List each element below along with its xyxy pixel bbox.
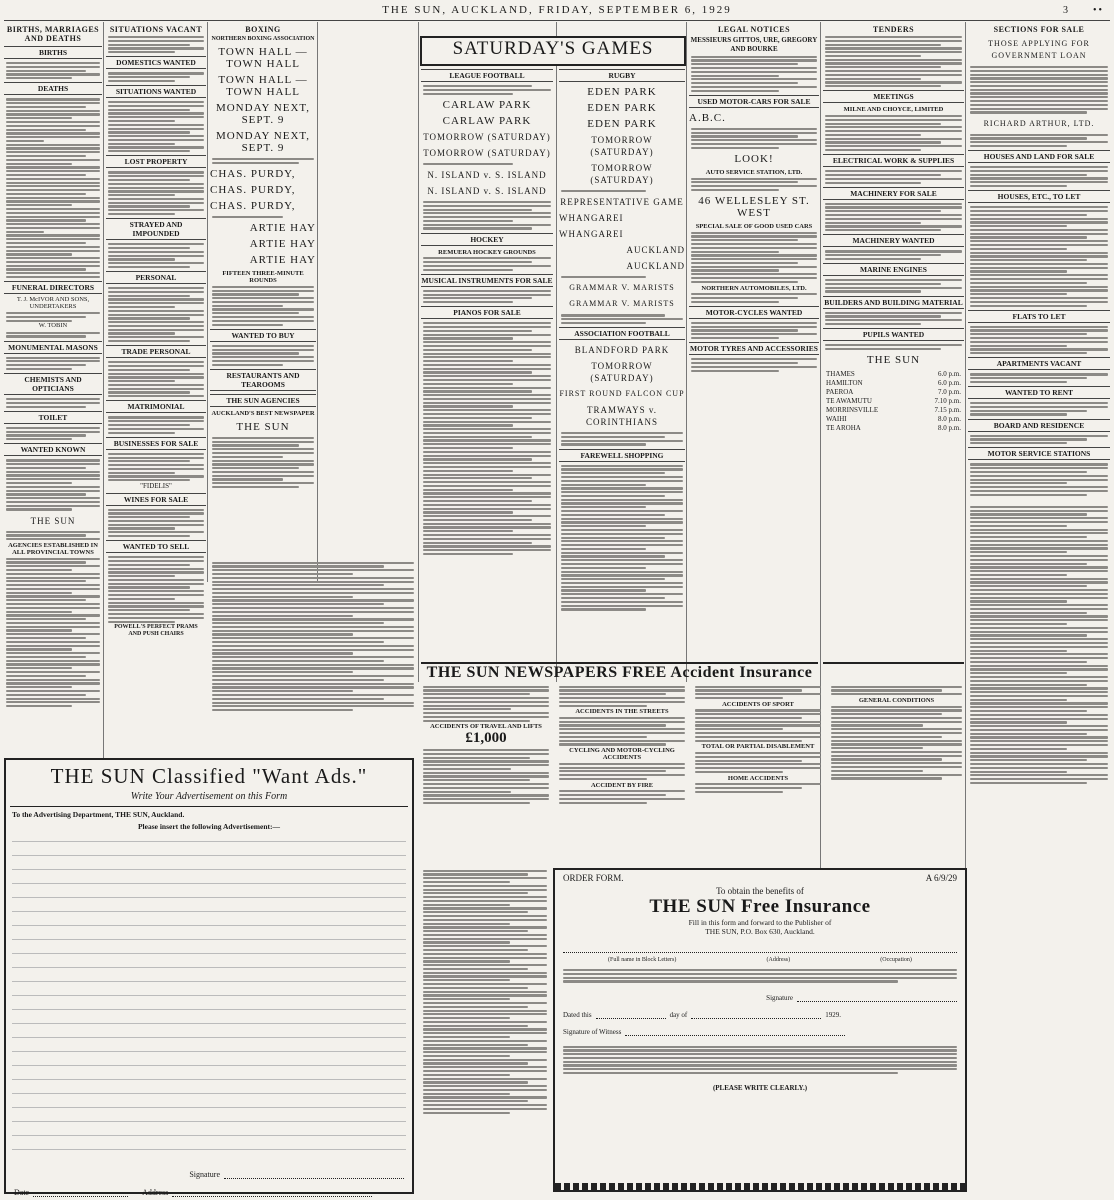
masthead-title: THE SUN, AUCKLAND, FRIDAY, SEPTEMBER 6, 1929 bbox=[382, 4, 732, 16]
sun-agencies-heading: THE SUN AGENCIES bbox=[210, 394, 316, 407]
name-field[interactable] bbox=[563, 942, 957, 953]
wines-heading: WINES FOR SALE bbox=[106, 493, 206, 506]
pianos-heading: PIANOS FOR SALE bbox=[421, 306, 553, 319]
town-row bbox=[826, 370, 961, 378]
insurance-header bbox=[421, 662, 818, 682]
column-births-deaths bbox=[4, 22, 102, 782]
wanted-known-heading: WANTED KNOWN bbox=[4, 443, 102, 456]
order-title: THE SUN Free Insurance bbox=[649, 896, 871, 917]
restaurants-heading: RESTAURANTS AND TEAROOMS bbox=[210, 369, 316, 391]
insurance-header-ext bbox=[823, 662, 964, 682]
town-time: 7.10 p.m. bbox=[934, 397, 961, 406]
marine-engines-heading: MARINE ENGINES bbox=[823, 263, 964, 276]
tomorrow-1: TOMORROW (SATURDAY) bbox=[423, 131, 551, 142]
motorcycles-wanted-heading: MOTOR-CYCLES WANTED bbox=[689, 306, 819, 319]
town-name: MORRINSVILLE bbox=[826, 406, 879, 415]
funeral-directors-heading: FUNERAL DIRECTORS bbox=[4, 281, 102, 294]
falcon-cup: FIRST ROUND FALCON CUP bbox=[559, 389, 685, 399]
monday-next-text: MONDAY NEXT, SEPT. 9 bbox=[215, 102, 311, 126]
column-boxing bbox=[210, 22, 316, 582]
the-sun-logo-1: THE SUN bbox=[30, 515, 76, 526]
town-name: TE AROHA bbox=[826, 424, 861, 433]
special-sale: SPECIAL SALE OF GOOD USED CARS bbox=[695, 223, 813, 231]
island-match-2: N. ISLAND v. S. ISLAND bbox=[427, 185, 547, 196]
column-rule bbox=[556, 22, 557, 682]
order-fill: Fill in this form and forward to the Publisher of bbox=[688, 918, 832, 927]
machinery-sale-heading: MACHINERY FOR SALE bbox=[823, 187, 964, 200]
lost-property-heading: LOST PROPERTY bbox=[106, 155, 206, 168]
agency-listing bbox=[210, 560, 416, 760]
masthead-rule bbox=[4, 20, 1110, 21]
signature-label: Signature bbox=[189, 1170, 220, 1179]
address-field[interactable] bbox=[172, 1187, 372, 1197]
grammar-marists-2: GRAMMAR V. MARISTS bbox=[569, 299, 675, 309]
sections-for-sale-heading: SECTIONS FOR SALE bbox=[993, 25, 1085, 34]
chemists-heading: CHEMISTS AND OPTICIANS bbox=[4, 373, 102, 395]
classified-to: To the Advertising Department, THE SUN, Auckland. bbox=[12, 810, 185, 819]
legal-notices-heading: LEGAL NOTICES bbox=[717, 25, 791, 34]
town-time: 6.0 p.m. bbox=[938, 379, 961, 388]
classified-form bbox=[4, 758, 414, 1197]
date-label: Date bbox=[14, 1188, 30, 1197]
rugby-heading: RUGBY bbox=[559, 69, 685, 82]
assoc-tomorrow: TOMORROW (SATURDAY) bbox=[590, 361, 654, 384]
page-marks: •• bbox=[1092, 4, 1104, 16]
classified-subtitle: Write Your Advertisement on this Form bbox=[130, 791, 288, 802]
tobin-ad: W. TOBIN bbox=[38, 322, 68, 330]
column-rule bbox=[686, 22, 687, 682]
town-time: 8.0 p.m. bbox=[938, 424, 961, 433]
year-label: 1929. bbox=[825, 1010, 842, 1019]
town-time: 7.15 p.m. bbox=[934, 406, 961, 415]
sport-heading: ACCIDENTS OF SPORT bbox=[722, 700, 794, 708]
town-hall-text: TOWN HALL — TOWN HALL bbox=[218, 46, 308, 70]
meetings-heading: MEETINGS bbox=[823, 90, 964, 103]
eden-park-3: EDEN PARK bbox=[587, 118, 657, 130]
the-sun-logo-3: THE SUN bbox=[866, 354, 921, 367]
wellesley-address: 46 WELLESLEY ST. WEST bbox=[698, 195, 810, 220]
businesses-heading: BUSINESSES FOR SALE bbox=[106, 437, 206, 450]
insurance-amount: £1,000 bbox=[465, 730, 507, 747]
houses-let-heading: HOUSES, ETC., TO LET bbox=[968, 190, 1110, 203]
agency-list-continued bbox=[421, 868, 549, 1188]
classified-please: Please insert the following Advertisement:— bbox=[137, 822, 281, 831]
witness-field[interactable] bbox=[625, 1027, 845, 1036]
fire-heading: ACCIDENT BY FIRE bbox=[590, 781, 654, 789]
auckland-2: AUCKLAND bbox=[626, 261, 685, 272]
wanted-to-buy-heading: WANTED TO BUY bbox=[210, 329, 316, 342]
trade-personal-heading: TRADE PERSONAL bbox=[106, 345, 206, 358]
machinery-wanted-heading: MACHINERY WANTED bbox=[823, 234, 964, 247]
date-field[interactable] bbox=[33, 1187, 128, 1197]
page-number: 3 bbox=[1063, 4, 1068, 16]
witness-label: Signature of Witness bbox=[563, 1027, 622, 1036]
streets-heading: ACCIDENTS IN THE STREETS bbox=[575, 708, 669, 716]
column-rule bbox=[317, 22, 318, 582]
fifteen-rounds: FIFTEEN THREE-MINUTE ROUNDS bbox=[222, 270, 304, 285]
hockey-heading: HOCKEY bbox=[421, 233, 553, 246]
situations-wanted-heading: SITUATIONS WANTED bbox=[106, 85, 206, 98]
full-name-label: (Full name in Block Letters) bbox=[608, 957, 677, 963]
wanted-to-sell-heading: WANTED TO SELL bbox=[106, 540, 206, 553]
purdy-3: CHAS. PURDY, bbox=[210, 199, 296, 212]
order-obtain: To obtain the benefits of bbox=[716, 886, 804, 896]
cycling-heading: CYCLING AND MOTOR-CYCLING ACCIDENTS bbox=[569, 747, 675, 762]
town-time: 6.0 p.m. bbox=[938, 370, 961, 379]
association-heading: ASSOCIATION FOOTBALL bbox=[559, 327, 685, 340]
order-form-label: ORDER FORM. bbox=[563, 873, 624, 883]
town-row bbox=[826, 406, 961, 414]
tramways-match: TRAMWAYS v. CORINTHIANS bbox=[585, 405, 658, 428]
whangarei-2: WHANGAREI bbox=[559, 229, 624, 240]
monday-next-text-2: MONDAY NEXT, SEPT. 9 bbox=[215, 130, 311, 154]
motor-service-heading: MOTOR SERVICE STATIONS bbox=[968, 447, 1110, 460]
occupation-label: (Occupation) bbox=[880, 957, 912, 963]
board-heading: BOARD AND RESIDENCE bbox=[968, 419, 1110, 432]
powell-prams-ad: POWELL'S PERFECT PRAMS AND PUSH CHAIRS bbox=[114, 624, 198, 637]
mcivor-ad: T. J. McIVOR AND SONS, UNDERTAKERS bbox=[16, 296, 90, 310]
print-clearly: (PLEASE WRITE CLEARLY.) bbox=[712, 1084, 808, 1093]
carlaw-park-2: CARLAW PARK bbox=[442, 114, 532, 127]
musical-heading: MUSICAL INSTRUMENTS FOR SALE bbox=[421, 275, 553, 285]
purdy-1: CHAS. PURDY, bbox=[210, 167, 296, 180]
personal-heading: PERSONAL bbox=[106, 271, 206, 284]
town-row bbox=[826, 397, 961, 405]
order-form-code: A 6/9/29 bbox=[925, 873, 957, 883]
apartments-heading: APARTMENTS VACANT bbox=[968, 357, 1110, 370]
dated-day-field[interactable] bbox=[596, 1010, 666, 1019]
tomorrow-2: TOMORROW (SATURDAY) bbox=[423, 147, 551, 158]
column-situations bbox=[106, 22, 206, 782]
boxing-heading: BOXING bbox=[245, 25, 281, 34]
auckland-1: AUCKLAND bbox=[626, 245, 685, 256]
strayed-heading: STRAYED AND IMPOUNDED bbox=[106, 218, 206, 240]
town-name: WAIHI bbox=[826, 415, 847, 424]
classified-writing-area[interactable] bbox=[12, 837, 406, 1163]
town-time: 7.0 p.m. bbox=[938, 388, 961, 397]
whangarei-1: WHANGAREI bbox=[559, 213, 624, 224]
toilet-heading: TOILET bbox=[4, 411, 102, 424]
town-time: 8.0 p.m. bbox=[938, 415, 961, 424]
town-name: PAEROA bbox=[826, 388, 854, 397]
order-signature-label: Signature bbox=[766, 993, 793, 1002]
richard-arthur: RICHARD ARTHUR, LTD. bbox=[983, 118, 1095, 128]
column-sections bbox=[968, 22, 1110, 1190]
agencies-heading: AGENCIES ESTABLISHED IN ALL PROVINCIAL TOWNS bbox=[8, 542, 98, 556]
general-conditions-heading: GENERAL CONDITIONS bbox=[858, 696, 935, 704]
situations-vacant-heading: SITUATIONS VACANT bbox=[109, 25, 203, 34]
classified-title: THE SUN Classified "Want Ads." bbox=[50, 764, 368, 788]
saturdays-games-title: SATURDAY'S GAMES bbox=[452, 38, 654, 59]
town-name: THAMES bbox=[826, 370, 855, 379]
tenders-heading: TENDERS bbox=[872, 25, 915, 34]
best-newspaper: AUCKLAND'S BEST NEWSPAPER bbox=[211, 409, 315, 417]
domestics-heading: DOMESTICS WANTED bbox=[106, 56, 206, 69]
town-name: TE AWAMUTU bbox=[826, 397, 872, 406]
signature-field[interactable] bbox=[224, 1169, 404, 1179]
column-legal-motor bbox=[689, 22, 819, 682]
the-sun-logo-2: THE SUN bbox=[236, 420, 290, 433]
fidelis-ad: "FIDELIS" bbox=[140, 481, 172, 490]
disablement-heading: TOTAL OR PARTIAL DISABLEMENT bbox=[701, 743, 815, 751]
farewell-heading: FAREWELL SHOPPING bbox=[559, 449, 685, 462]
wanted-rent-heading: WANTED TO RENT bbox=[968, 386, 1110, 399]
insurance-title: THE SUN NEWSPAPERS FREE Accident Insurance bbox=[426, 664, 813, 681]
town-row bbox=[826, 379, 961, 387]
northern-automobiles: NORTHERN AUTOMOBILES, LTD. bbox=[701, 284, 807, 292]
order-signature-field[interactable] bbox=[797, 993, 957, 1002]
representative-game: REPRESENTATIVE GAME bbox=[560, 197, 684, 208]
town-row bbox=[826, 424, 961, 432]
used-motorcars-heading: USED MOTOR-CARS FOR SALE bbox=[689, 95, 819, 108]
address-label-order: (Address) bbox=[766, 957, 791, 963]
town-hall-text-2: TOWN HALL — TOWN HALL bbox=[218, 74, 308, 98]
artie-2: ARTIE HAY bbox=[249, 238, 316, 251]
pupils-wanted-heading: PUPILS WANTED bbox=[823, 328, 964, 341]
deaths-heading: DEATHS bbox=[4, 82, 102, 95]
games-right bbox=[559, 66, 685, 666]
rugby-tomorrow-1: TOMORROW (SATURDAY) bbox=[590, 135, 654, 157]
remuera-grounds: REMUERA HOCKEY GROUNDS bbox=[438, 248, 536, 256]
town-name: HAMILTON bbox=[826, 379, 863, 388]
blandford-park: BLANDFORD PARK bbox=[574, 345, 670, 356]
column-tenders bbox=[823, 22, 964, 682]
town-row bbox=[826, 415, 961, 423]
gittos-firm: MESSIEURS GITTOS, URE, GREGORY AND BOURKE bbox=[690, 36, 818, 53]
carlaw-park-1: CARLAW PARK bbox=[442, 98, 532, 111]
look-ad: LOOK! bbox=[734, 152, 774, 165]
day-of-label: day of bbox=[669, 1010, 688, 1019]
league-heading: LEAGUE FOOTBALL bbox=[421, 69, 553, 82]
order-form bbox=[553, 868, 967, 1192]
grammar-marists-1: GRAMMAR V. MARISTS bbox=[569, 283, 675, 293]
column-rule bbox=[418, 22, 419, 682]
town-row bbox=[826, 388, 961, 396]
artie-3: ARTIE HAY bbox=[249, 254, 316, 267]
order-publisher: THE SUN, P.O. Box 630, Auckland. bbox=[705, 927, 815, 936]
travel-lifts-heading: ACCIDENTS OF TRAVEL AND LIFTS bbox=[430, 723, 542, 731]
matrimonial-heading: MATRIMONIAL bbox=[106, 400, 206, 413]
purdy-2: CHAS. PURDY, bbox=[210, 183, 296, 196]
nzba-heading: NORTHERN BOXING ASSOCIATION bbox=[211, 36, 315, 42]
auto-service-station: AUTO SERVICE STATION, LTD. bbox=[705, 168, 803, 176]
eden-park-2: EDEN PARK bbox=[587, 102, 657, 114]
masthead bbox=[0, 0, 1114, 20]
rugby-tomorrow-2: TOMORROW (SATURDAY) bbox=[590, 163, 654, 185]
column-rule bbox=[207, 22, 208, 582]
saturdays-games-banner bbox=[420, 36, 686, 66]
monumental-heading: MONUMENTAL MASONS bbox=[4, 341, 102, 354]
delivery-times-table bbox=[823, 370, 964, 432]
motor-tyres-heading: MOTOR TYRES AND ACCESSORIES bbox=[690, 344, 818, 354]
dated-month-field[interactable] bbox=[691, 1010, 821, 1019]
insurance-body bbox=[421, 684, 964, 866]
government-loan: THOSE APPLYING FOR GOVERNMENT LOAN bbox=[988, 39, 1090, 60]
home-heading: HOME ACCIDENTS bbox=[727, 774, 789, 782]
address-label: Address bbox=[142, 1188, 169, 1197]
milne-choyce: MILNE AND CHOYCE, LIMITED bbox=[843, 106, 944, 114]
games-left bbox=[421, 66, 553, 666]
eden-park-1: EDEN PARK bbox=[587, 86, 657, 98]
builders-heading: BUILDERS AND BUILDING MATERIAL bbox=[824, 297, 963, 307]
births-deaths-header: BIRTHS, MARRIAGES AND DEATHS bbox=[6, 25, 100, 43]
houses-land-heading: HOUSES AND LAND FOR SALE bbox=[968, 150, 1110, 163]
artie-1: ARTIE HAY bbox=[249, 222, 316, 235]
flats-heading: FLATS TO LET bbox=[968, 310, 1110, 323]
order-border-pattern bbox=[555, 1183, 965, 1190]
abc-garage: A.B.C. bbox=[689, 111, 726, 124]
island-match-1: N. ISLAND v. S. ISLAND bbox=[427, 169, 547, 180]
electrical-heading: ELECTRICAL WORK & SUPPLIES bbox=[823, 154, 964, 167]
births-heading: BIRTHS bbox=[4, 46, 102, 59]
dated-label: Dated this bbox=[563, 1010, 592, 1019]
